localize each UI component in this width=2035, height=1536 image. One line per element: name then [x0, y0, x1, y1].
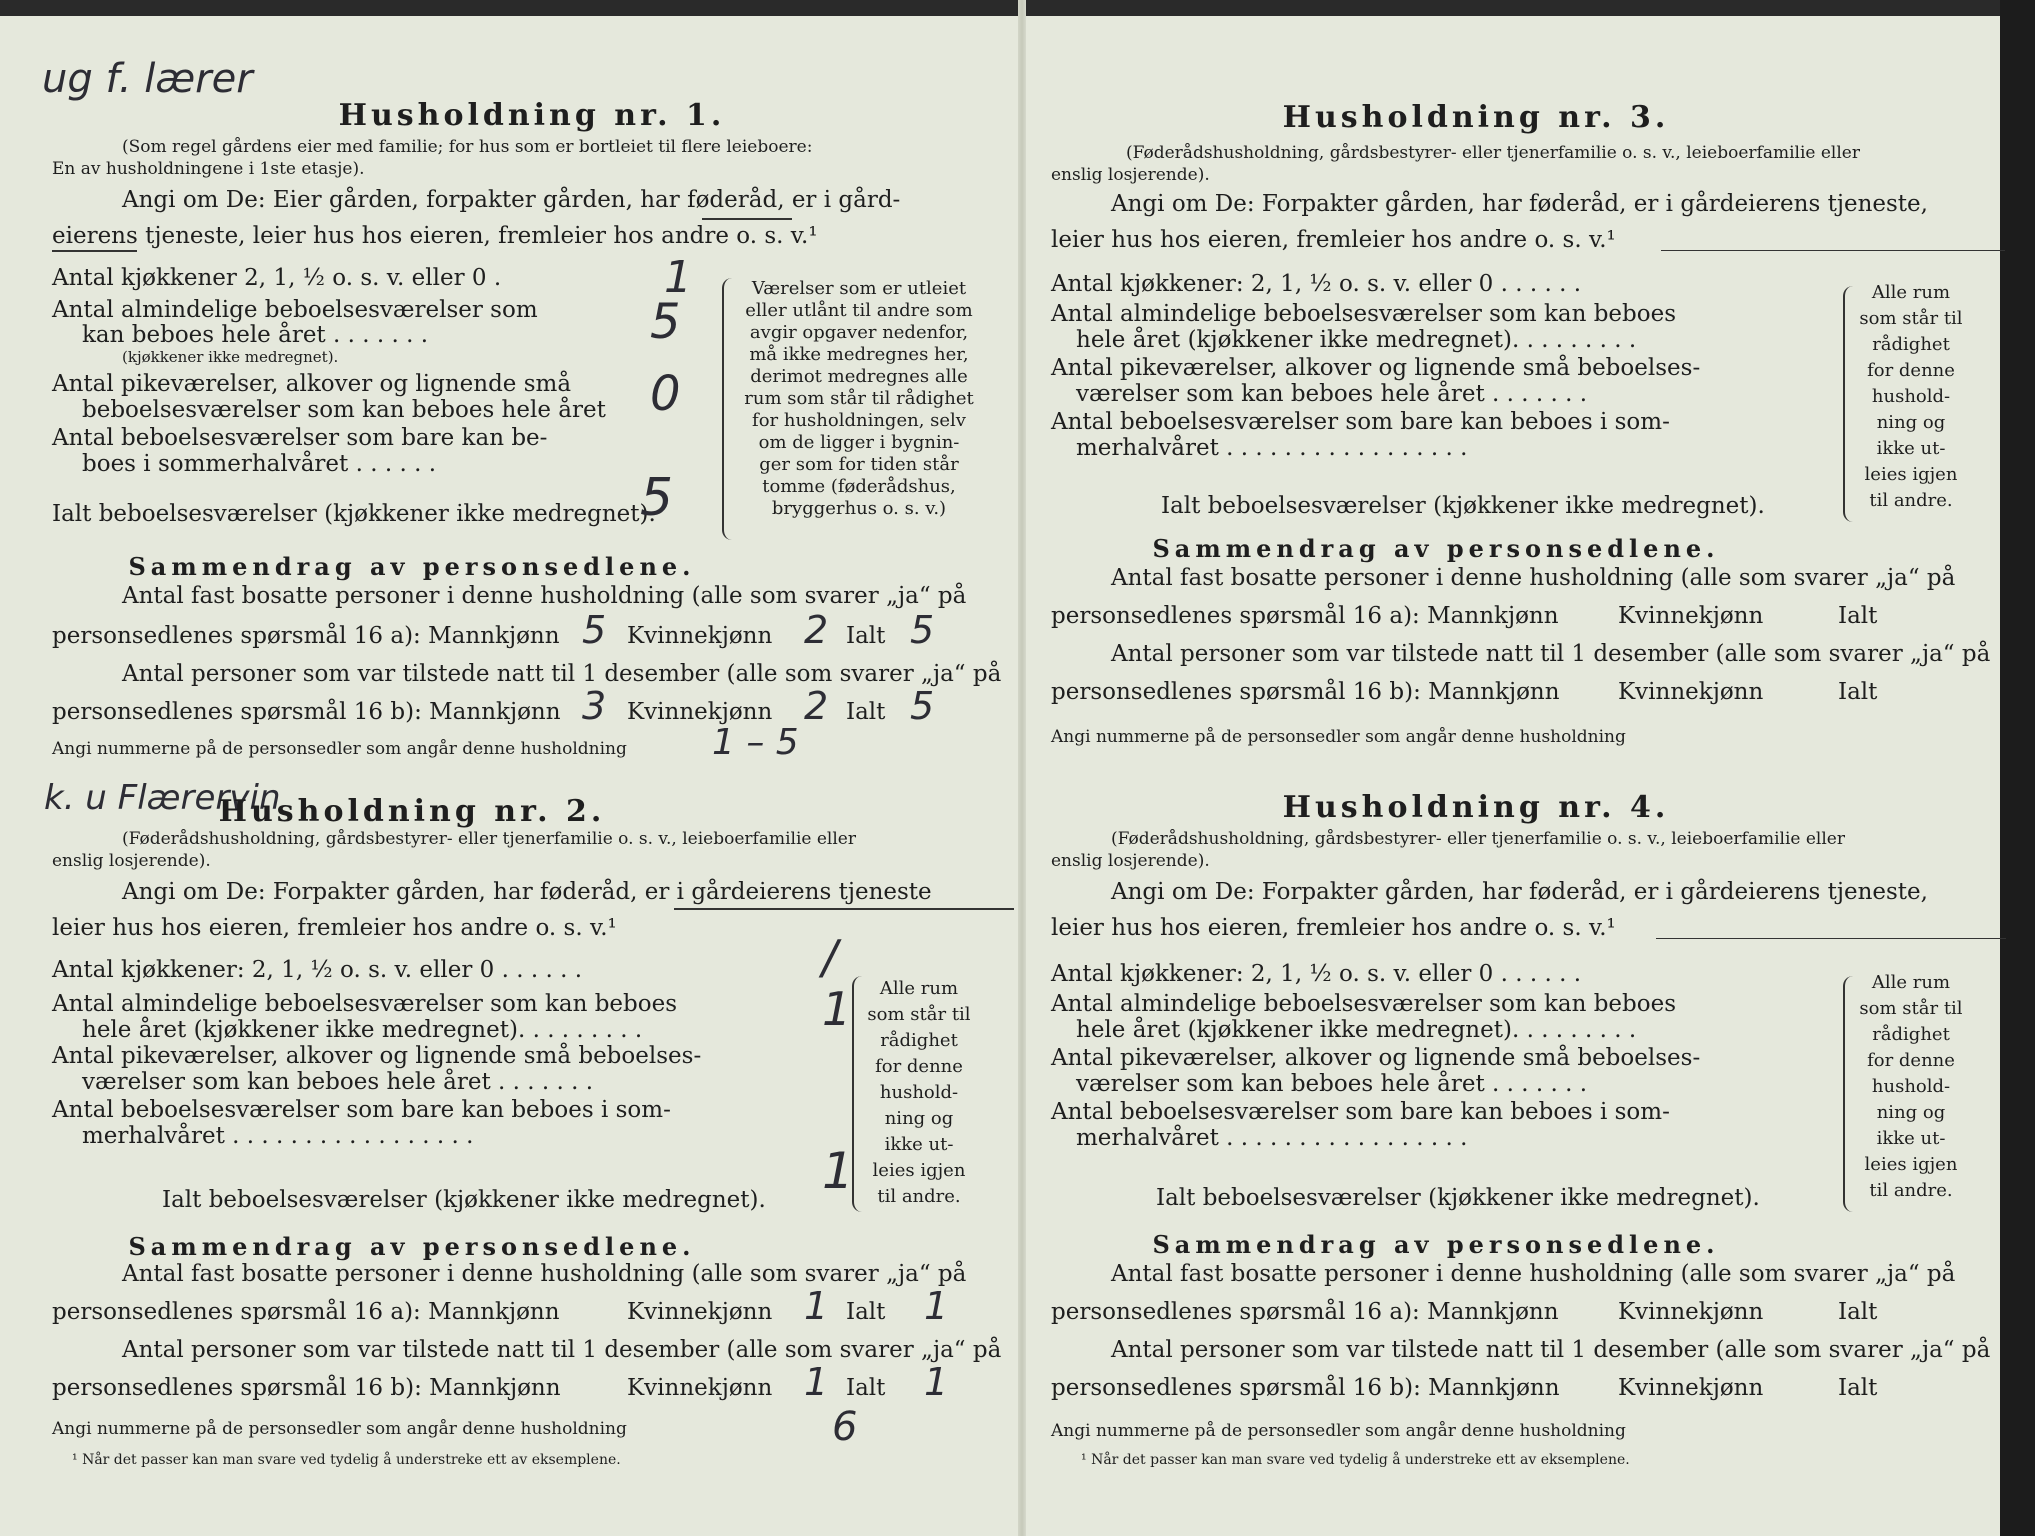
- household-1-title: Husholdning nr. 1.: [338, 98, 726, 133]
- household-2-angi-2: leier hus hos eieren, fremleier hos andre o. s. v.¹: [52, 915, 617, 941]
- total-label: Ialt: [846, 699, 886, 725]
- household-1-intro-1: (Som regel gårdens eier med familie; for hus som er bortleiet til flere leieboere:: [122, 137, 813, 157]
- household-3-intro-1: (Føderådshusholdning, gårdsbestyrer- eller tjenerfamilie o. s. v., leieboerfamilie eller: [1126, 143, 1860, 163]
- household-2-total-rooms-label: Ialt beboelsesværelser (kjøkkener ikke medregnet).: [162, 1187, 766, 1213]
- side-note-line: ning og: [1876, 1102, 1946, 1123]
- answer-line: [1661, 250, 2005, 251]
- household-2-kitchens-label: Antal kjøkkener: 2, 1, ½ o. s. v. eller 0 . . . . . .: [52, 957, 583, 983]
- household-2-female-16b: 1: [804, 1360, 829, 1404]
- household-1-numbers-label: Angi nummerne på de personsedler som angår denne husholdning: [52, 739, 627, 759]
- household-4-resident-line-1: Antal fast bosatte personer i denne husholdning (alle som svarer „ja“ på: [1111, 1261, 1956, 1287]
- household-2-present-line-2: personsedlenes spørsmål 16 b): Mannkjønn: [52, 1375, 561, 1401]
- side-note-line: rådighet: [1872, 1024, 1950, 1045]
- household-1-female-16b: 2: [804, 684, 829, 728]
- household-1-total-16b: 5: [910, 684, 935, 728]
- household-4-resident-line-2: personsedlenes spørsmål 16 a): Mannkjønn: [1051, 1299, 1559, 1325]
- side-note-line: hushold-: [879, 1082, 959, 1103]
- side-note-line: tomme (føderådshus,: [762, 476, 956, 497]
- total-label: Ialt: [1838, 679, 1878, 705]
- household-2-total-16a: 1: [924, 1284, 949, 1328]
- side-note-line: eller utlånt til andre som: [745, 300, 973, 321]
- household-4-numbers-label: Angi nummerne på de personsedler som angår denne husholdning: [1051, 1421, 1626, 1441]
- household-2-intro-2: enslig losjerende).: [52, 851, 211, 871]
- household-2-female-16a: 1: [804, 1284, 829, 1328]
- household-1-intro-2: En av husholdningene i 1ste etasje).: [52, 159, 365, 179]
- household-3-side-note: [1856, 280, 1966, 514]
- female-label: Kvinnekjønn: [627, 1299, 773, 1325]
- side-note-line: leies igjen: [1864, 464, 1958, 485]
- household-1-resident-line-1: Antal fast bosatte personer i denne husholdning (alle som svarer „ja“ på: [122, 583, 967, 609]
- household-3-maid-rooms-label-1: Antal pikeværelser, alkover og lignende små beboelses-: [1051, 355, 1701, 381]
- side-note-line: rum som står til rådighet: [744, 388, 974, 409]
- household-4-maid-rooms-label-1: Antal pikeværelser, alkover og lignende små beboelses-: [1051, 1045, 1701, 1071]
- side-note-line: leies igjen: [1864, 1154, 1958, 1175]
- side-note-line: må ikke medregnes her,: [749, 344, 969, 365]
- household-2-maid-rooms-label-1: Antal pikeværelser, alkover og lignende små beboelses-: [52, 1043, 702, 1069]
- household-2-resident-line-1: Antal fast bosatte personer i denne husholdning (alle som svarer „ja“ på: [122, 1261, 967, 1287]
- household-4-rooms-label-1: Antal almindelige beboelsesværelser som kan beboes: [1051, 991, 1677, 1017]
- side-note-line: ikke ut-: [1876, 438, 1946, 459]
- household-2-total-16b: 1: [924, 1360, 949, 1404]
- household-4-kitchens-label: Antal kjøkkener: 2, 1, ½ o. s. v. eller 0 . . . . . .: [1051, 961, 1582, 987]
- household-2-rooms-label-1: Antal almindelige beboelsesværelser som kan beboes: [52, 991, 678, 1017]
- household-3-kitchens-label: Antal kjøkkener: 2, 1, ½ o. s. v. eller 0 . . . . . .: [1051, 271, 1582, 297]
- household-4-intro-2: enslig losjerende).: [1051, 851, 1210, 871]
- side-note-line: avgir opgaver nedenfor,: [749, 322, 969, 343]
- answer-line: [1656, 938, 2006, 939]
- household-4-present-line-1: Antal personer som var tilstede natt til 1 desember (alle som svarer „ja“ på: [1111, 1337, 1991, 1363]
- household-2-rooms-value: 1: [822, 982, 852, 1036]
- household-4-angi-1: Angi om De: Forpakter gården, har føderåd, er i gårdeierens tjeneste,: [1111, 879, 1928, 905]
- household-1-numbers-value: 1 – 5: [712, 722, 799, 763]
- household-1-maid-rooms-label-2: beboelsesværelser som kan beboes hele året: [82, 397, 606, 423]
- household-1-angi-2: eierens tjeneste, leier hus hos eieren, fremleier hos andre o. s. v.¹: [52, 223, 818, 249]
- household-4-present-line-2: personsedlenes spørsmål 16 b): Mannkjønn: [1051, 1375, 1560, 1401]
- household-1-summary-heading: Sammendrag av personsedlene.: [128, 552, 696, 581]
- total-label: Ialt: [1838, 1375, 1878, 1401]
- household-3-total-rooms-label: Ialt beboelsesværelser (kjøkkener ikke medregnet).: [1161, 493, 1765, 519]
- side-note-line: ger som for tiden står: [759, 454, 959, 475]
- household-2-angi-1: Angi om De: Forpakter gården, har føderåd, er i gårdeierens tjeneste: [122, 879, 932, 905]
- household-2-maid-rooms-label-2: værelser som kan beboes hele året . . . . . . .: [82, 1069, 594, 1095]
- side-note-line: leies igjen: [872, 1160, 966, 1181]
- household-1-total-rooms-value: 5: [640, 468, 674, 528]
- household-3-present-line-2: personsedlenes spørsmål 16 b): Mannkjønn: [1051, 679, 1560, 705]
- side-note-line: hushold-: [1871, 1076, 1951, 1097]
- household-2-rooms-label-2: hele året (kjøkkener ikke medregnet). . . . . . . . .: [82, 1017, 643, 1043]
- side-note-line: for denne: [1867, 360, 1955, 381]
- household-1-summer-rooms-label-1: Antal beboelsesværelser som bare kan be-: [52, 425, 548, 451]
- household-4-summer-rooms-label-1: Antal beboelsesværelser som bare kan beboes i som-: [1051, 1099, 1670, 1125]
- household-1-side-note: [744, 278, 974, 520]
- footnote: ¹ Når det passer kan man svare ved tydelig å understreke ett av eksemplene.: [72, 1452, 621, 1468]
- household-1-rooms-value: 5: [650, 294, 681, 350]
- household-1-kitchens-value: 1: [664, 252, 692, 303]
- female-label: Kvinnekjønn: [627, 1375, 773, 1401]
- female-label: Kvinnekjønn: [627, 623, 773, 649]
- side-note-line: Værelser som er utleiet: [751, 278, 967, 299]
- household-4-total-rooms-label: Ialt beboelsesværelser (kjøkkener ikke medregnet).: [1156, 1185, 1760, 1211]
- household-2-numbers-label: Angi nummerne på de personsedler som angår denne husholdning: [52, 1419, 627, 1439]
- household-3-resident-line-1: Antal fast bosatte personer i denne husholdning (alle som svarer „ja“ på: [1111, 565, 1956, 591]
- household-1-rooms-label-1: Antal almindelige beboelsesværelser som: [52, 297, 538, 323]
- female-label: Kvinnekjønn: [627, 699, 773, 725]
- side-note-line: til andre.: [877, 1186, 961, 1207]
- household-2-numbers-value: 6: [832, 1404, 858, 1450]
- side-note-line: Alle rum: [1871, 282, 1951, 303]
- female-label: Kvinnekjønn: [1618, 679, 1764, 705]
- household-1-present-line-2: personsedlenes spørsmål 16 b): Mannkjønn: [52, 699, 561, 725]
- left-page: [42, 16, 1012, 1516]
- total-label: Ialt: [1838, 1299, 1878, 1325]
- side-note-line: for denne: [1867, 1050, 1955, 1071]
- household-3-intro-2: enslig losjerende).: [1051, 165, 1210, 185]
- household-3-summary-heading: Sammendrag av personsedlene.: [1152, 534, 1720, 563]
- household-3-summer-rooms-label-1: Antal beboelsesværelser som bare kan beboes i som-: [1051, 409, 1670, 435]
- household-1-rooms-label-3: (kjøkkener ikke medregnet).: [122, 348, 339, 366]
- household-3-angi-1: Angi om De: Forpakter gården, har føderåd, er i gårdeierens tjeneste,: [1111, 191, 1928, 217]
- side-note-line: for denne: [875, 1056, 963, 1077]
- brace: [722, 278, 738, 540]
- household-2-summary-heading: Sammendrag av personsedlene.: [128, 1232, 696, 1261]
- household-1-total-16a: 5: [910, 608, 935, 652]
- side-note-line: rådighet: [880, 1030, 958, 1051]
- household-3-present-line-1: Antal personer som var tilstede natt til 1 desember (alle som svarer „ja“ på: [1111, 641, 1991, 667]
- household-3-rooms-label-1: Antal almindelige beboelsesværelser som kan beboes: [1051, 301, 1677, 327]
- household-3-title: Husholdning nr. 3.: [1282, 100, 1670, 135]
- household-1-kitchens-label: Antal kjøkkener 2, 1, ½ o. s. v. eller 0 .: [52, 265, 502, 291]
- household-4-side-note: [1856, 970, 1966, 1204]
- margin-note-1: ug f. lærer: [42, 56, 253, 102]
- side-note-line: som står til: [867, 1004, 971, 1025]
- household-1-maid-rooms-label-1: Antal pikeværelser, alkover og lignende små: [52, 371, 572, 397]
- side-note-line: som står til: [1859, 308, 1963, 329]
- household-1-maid-rooms-value: 0: [650, 366, 681, 422]
- side-note-line: bryggerhus o. s. v.): [771, 498, 947, 519]
- female-label: Kvinnekjønn: [1618, 603, 1764, 629]
- household-2-resident-line-2: personsedlenes spørsmål 16 a): Mannkjønn: [52, 1299, 560, 1325]
- page-fold: [1018, 0, 1026, 1536]
- household-2-kitchens-value: /: [822, 930, 838, 984]
- household-2-total-rooms-value: 1: [822, 1142, 854, 1200]
- side-note-line: ning og: [884, 1108, 954, 1129]
- underline-mark: [52, 250, 137, 252]
- household-4-angi-2: leier hus hos eieren, fremleier hos andre o. s. v.¹: [1051, 915, 1616, 941]
- household-4-maid-rooms-label-2: værelser som kan beboes hele året . . . . . . .: [1076, 1071, 1588, 1097]
- footnote: ¹ Når det passer kan man svare ved tydelig å understreke ett av eksemplene.: [1081, 1452, 1630, 1468]
- household-1-present-line-1: Antal personer som var tilstede natt til 1 desember (alle som svarer „ja“ på: [122, 661, 1002, 687]
- household-2-summer-rooms-label-2: merhalvåret . . . . . . . . . . . . . . . . .: [82, 1123, 474, 1149]
- side-note-line: for husholdningen, selv: [752, 410, 966, 431]
- household-4-summary-heading: Sammendrag av personsedlene.: [1152, 1230, 1720, 1259]
- household-2-intro-1: (Føderådshusholdning, gårdsbestyrer- eller tjenerfamilie o. s. v., leieboerfamilie eller: [122, 829, 856, 849]
- household-3-maid-rooms-label-2: værelser som kan beboes hele året . . . . . . .: [1076, 381, 1588, 407]
- side-note-line: derimot medregnes alle: [750, 366, 968, 387]
- household-3-summer-rooms-label-2: merhalvåret . . . . . . . . . . . . . . . . .: [1076, 435, 1468, 461]
- household-1-summer-rooms-label-2: boes i sommerhalvåret . . . . . .: [82, 451, 437, 477]
- household-4-rooms-label-2: hele året (kjøkkener ikke medregnet). . . . . . . . .: [1076, 1017, 1637, 1043]
- household-3-numbers-label: Angi nummerne på de personsedler som angår denne husholdning: [1051, 727, 1626, 747]
- side-note-line: om de ligger i bygnin-: [758, 432, 960, 453]
- household-2-title: Husholdning nr. 2.: [218, 794, 606, 829]
- household-1-rooms-label-2: kan beboes hele året . . . . . . .: [82, 322, 429, 348]
- female-label: Kvinnekjønn: [1618, 1375, 1764, 1401]
- household-1-male-16b: 3: [582, 684, 607, 728]
- side-note-line: hushold-: [1871, 386, 1951, 407]
- household-4-title: Husholdning nr. 4.: [1282, 790, 1670, 825]
- household-2-side-note: [864, 976, 974, 1210]
- female-label: Kvinnekjønn: [1618, 1299, 1764, 1325]
- total-label: Ialt: [846, 1299, 886, 1325]
- margin-note-2: k. u Flærervin: [44, 778, 281, 818]
- side-note-line: Alle rum: [1871, 972, 1951, 993]
- side-note-line: ikke ut-: [884, 1134, 954, 1155]
- household-2-present-line-1: Antal personer som var tilstede natt til 1 desember (alle som svarer „ja“ på: [122, 1337, 1002, 1363]
- household-4-summer-rooms-label-2: merhalvåret . . . . . . . . . . . . . . . . .: [1076, 1125, 1468, 1151]
- side-note-line: ikke ut-: [1876, 1128, 1946, 1149]
- household-4-intro-1: (Føderådshusholdning, gårdsbestyrer- eller tjenerfamilie o. s. v., leieboerfamilie eller: [1111, 829, 1845, 849]
- household-2-summer-rooms-label-1: Antal beboelsesværelser som bare kan beboes i som-: [52, 1097, 671, 1123]
- total-label: Ialt: [846, 1375, 886, 1401]
- right-page: [1046, 16, 2006, 1516]
- side-note-line: til andre.: [1869, 490, 1953, 511]
- household-3-rooms-label-2: hele året (kjøkkener ikke medregnet). . . . . . . . .: [1076, 327, 1637, 353]
- side-note-line: Alle rum: [879, 978, 959, 999]
- side-note-line: ning og: [1876, 412, 1946, 433]
- household-1-female-16a: 2: [804, 608, 829, 652]
- household-1-total-rooms-label: Ialt beboelsesværelser (kjøkkener ikke medregnet).: [52, 501, 656, 527]
- side-note-line: rådighet: [1872, 334, 1950, 355]
- side-note-line: til andre.: [1869, 1180, 1953, 1201]
- household-3-angi-2: leier hus hos eieren, fremleier hos andre o. s. v.¹: [1051, 227, 1616, 253]
- household-1-resident-line-2: personsedlenes spørsmål 16 a): Mannkjønn: [52, 623, 560, 649]
- side-note-line: som står til: [1859, 998, 1963, 1019]
- household-1-male-16a: 5: [582, 608, 607, 652]
- underline-mark: [674, 908, 1014, 910]
- household-1-angi-1: Angi om De: Eier gården, forpakter gården, har føderåd, er i gård-: [122, 187, 901, 213]
- total-label: Ialt: [1838, 603, 1878, 629]
- underline-mark: [702, 218, 792, 220]
- household-3-resident-line-2: personsedlenes spørsmål 16 a): Mannkjønn: [1051, 603, 1559, 629]
- total-label: Ialt: [846, 623, 886, 649]
